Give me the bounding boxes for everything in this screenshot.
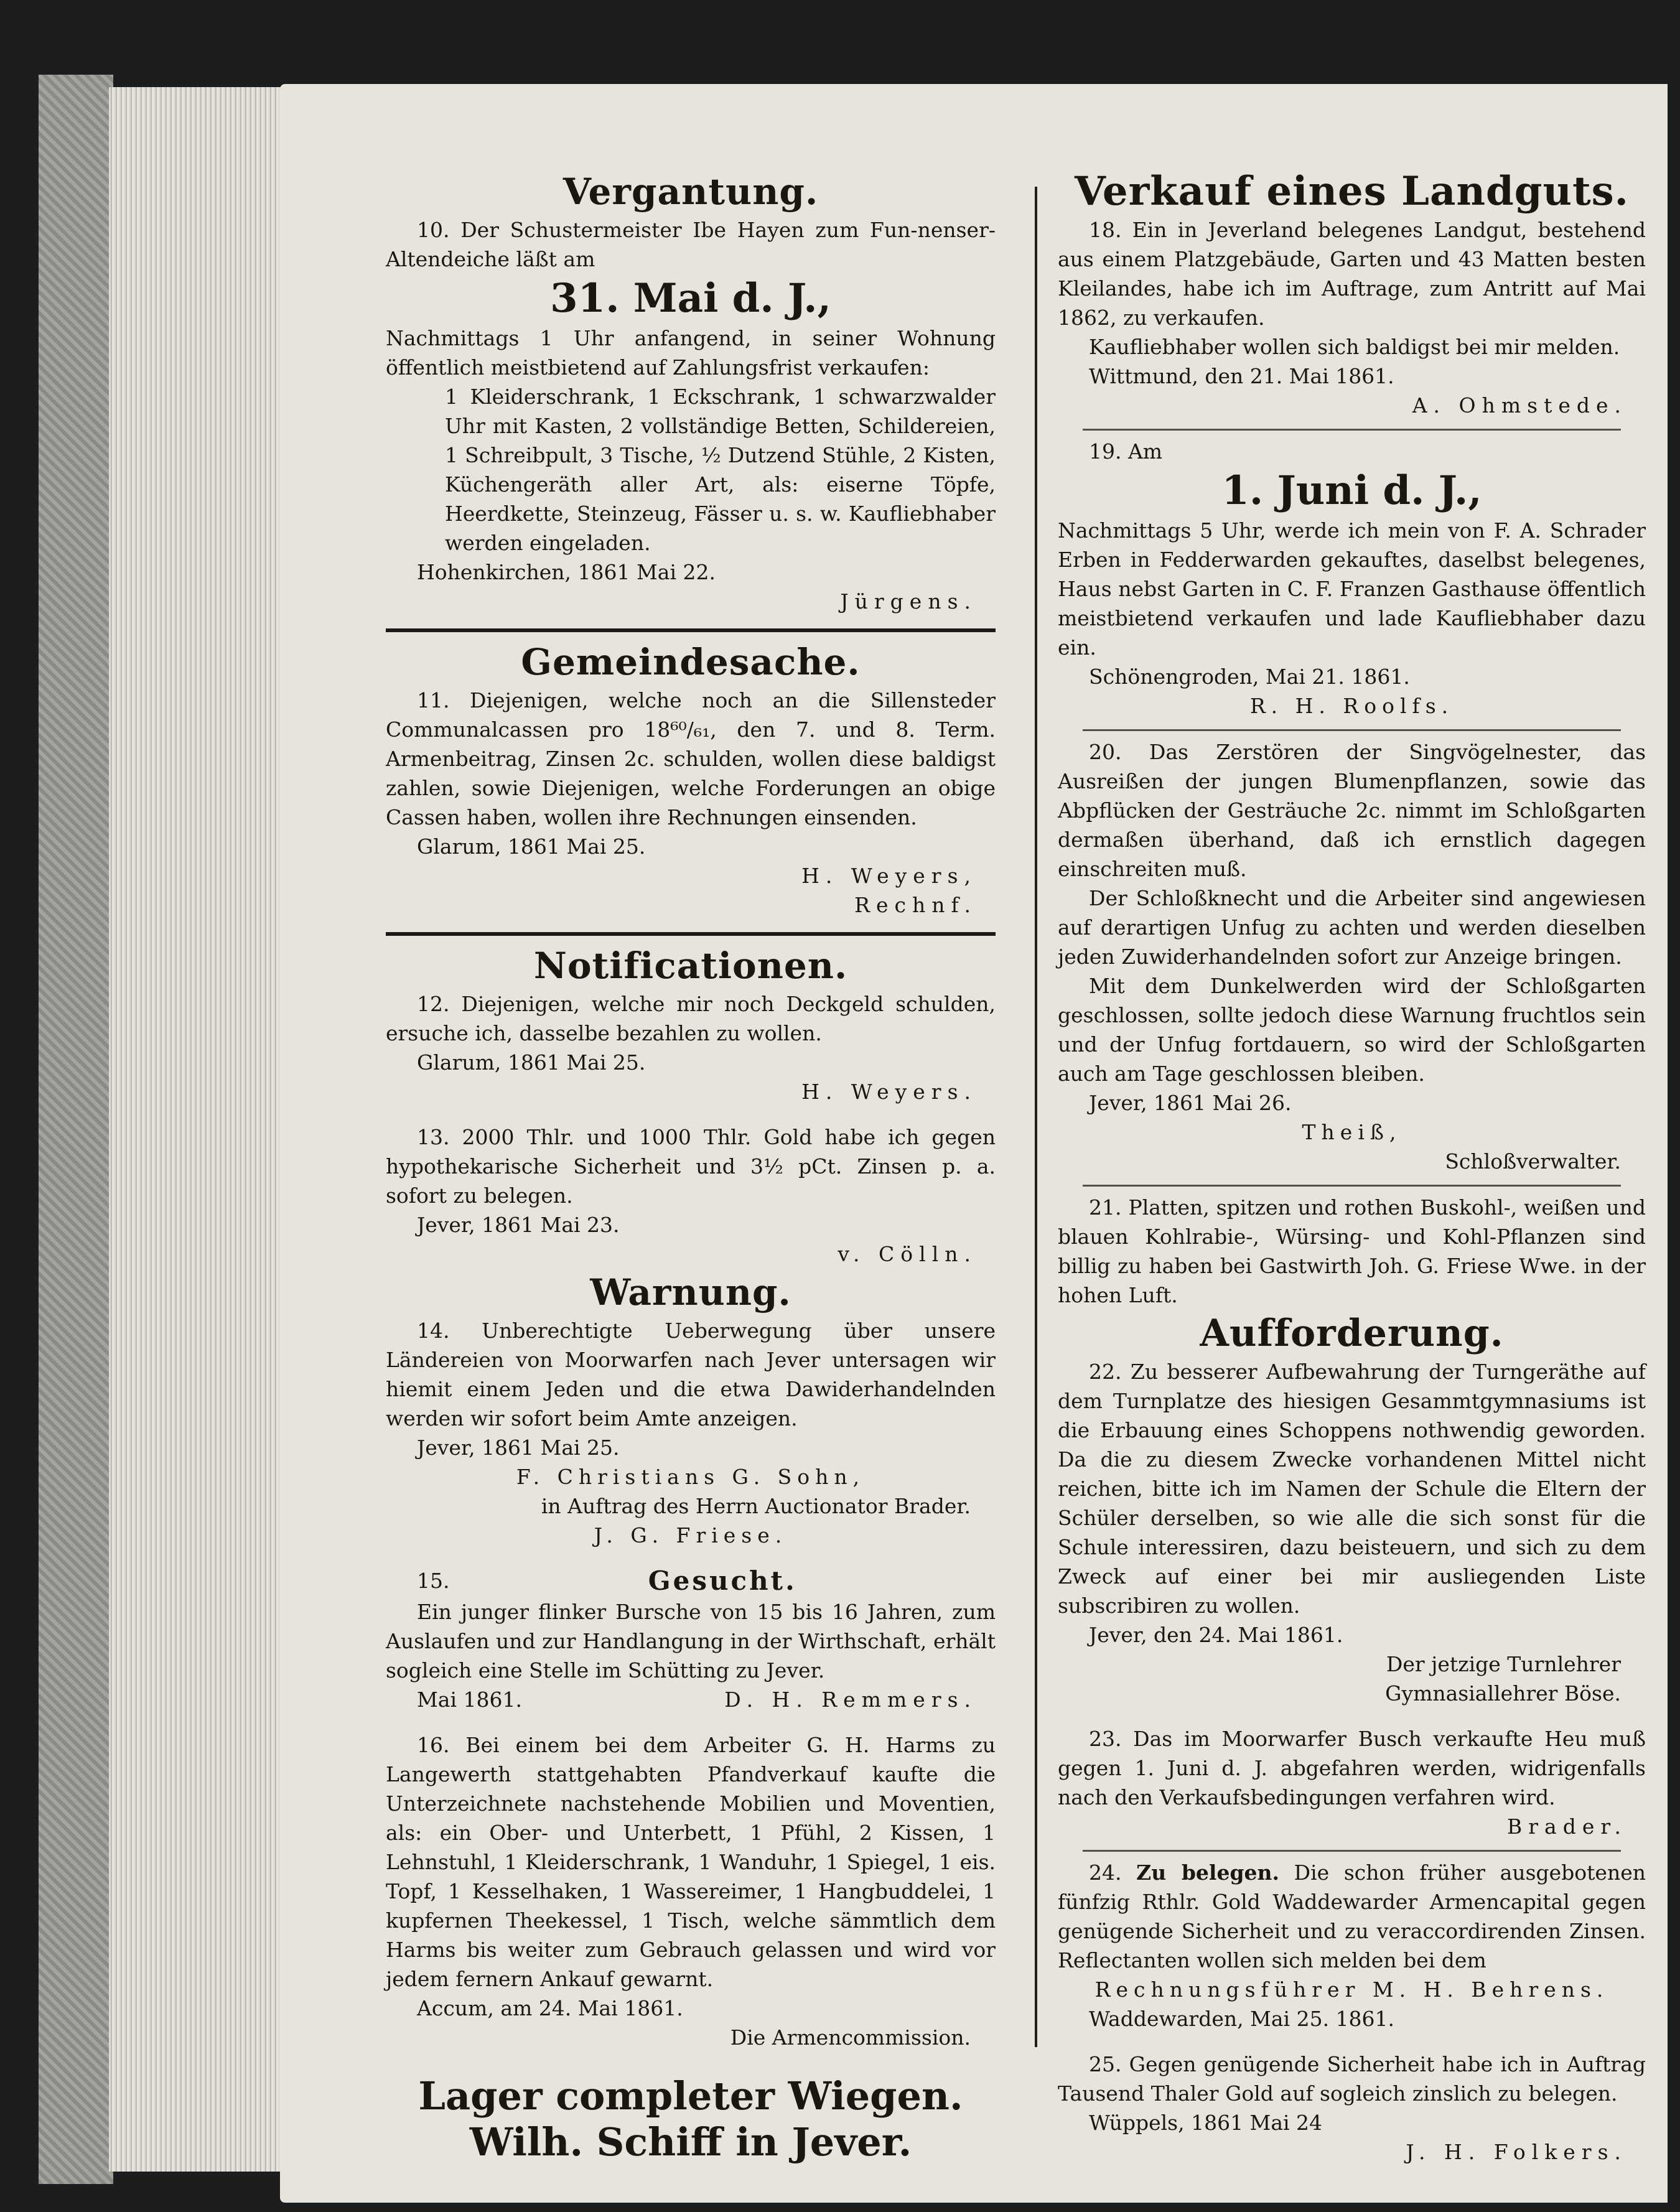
notice-16-text: 16. Bei einem bei dem Arbeiter G. H. Harms zu Langewerth stattgehabten Pfandverkauf kaufte die Unterzeichnete nachstehende Mobilien und Moventien, als: ein Ober- und Unterbett, 1 Pfühl, 2 Kissen, 1 Lehnstuhl, 1 Kleiderschrank, 1 Wanduhr, 1 Spiegel, 1 eis. Topf, 1 Kesselhaken, 1 Wassereimer, 1 Hangbuddelei, 1 kupfernen Theekessel, 1 Tisch, welche sämmtlich dem Harms bis weiter zum Gebrauch gelassen und wird vor jedem fernern Ankauf gewarnt. [386, 1733, 996, 1991]
notice-15-signature: D. H. Remmers. [724, 1687, 977, 1712]
notice-15-text: Ein junger flinker Bursche von 15 bis 16 Jahren, zum Auslaufen und zur Handlangung in der Wirthschaft, erhält sogleich eine Stelle im Schütting zu Jever. [386, 1600, 996, 1682]
notice-18-text: 18. Ein in Jeverland belegenes Landgut, bestehend aus einem Platzgebäude, Garten und 43 Matten besten Kleilandes, habe ich im Auftrage, zum Antritt auf Mai 1862, zu verkaufen. [1058, 218, 1646, 330]
advertisement [386, 2073, 996, 2165]
notice-20-text: 20. Das Zerstören der Singvögelnester, das Ausreißen der jungen Blumenpflanzen, sowie das Abpflücken der Gesträuche 2c. nimmt im Schloßgarten dermaßen überhand, daß ich ernstlich dagegen einschreiten muß. [1058, 740, 1646, 881]
notice-14-signature: F. Christians G. Sohn, [516, 1465, 866, 1489]
notice-13-signature: v. Cölln. [838, 1242, 977, 1266]
notice-19-signature: R. H. Roolfs. [1249, 694, 1454, 718]
advertisement-line-1: Lager completer Wiegen. [418, 2073, 963, 2119]
notice-14-signature-line3: J. G. Friese. [594, 1523, 788, 1547]
notice-18-text-2: Kaufliebhaber wollen sich baldigst bei mir melden. [1089, 335, 1620, 359]
notice-20-signature: Theiß, [1302, 1120, 1402, 1144]
notice-14-signature-line2: in Auftrag des Herrn Auctionator Brader. [541, 1494, 971, 1518]
notice-22-signature: Der jetzige Turnlehrer [1386, 1652, 1621, 1676]
notice-21-text: 21. Platten, spitzen und rothen Buskohl-, weißen und blauen Kohlrabie-, Würsing- und Kohl-Pflanzen sind billig zu haben bei Gastwirth Joh. G. Friese Wwe. in der hohen Luft. [1058, 1195, 1646, 1307]
notice-16-place: Accum, am 24. Mai 1861. [417, 1996, 683, 2020]
notice-24-number: 24. [1089, 1860, 1122, 1885]
book-cover-edge [39, 75, 113, 2184]
notice-19-text: Nachmittags 5 Uhr, werde ich mein von F. A. Schrader Erben in Fedderwarden gekauftes, daselbst belegenes, Haus nebst Garten in C. F. Franzen Gasthause öffentlich meistbietend verkaufen und lade Kaufliebhaber dazu ein. [1058, 518, 1646, 660]
advertisement-line-2: Wilh. Schiff in Jever. [469, 2119, 912, 2165]
heading-warnung: Warnung. [590, 1271, 791, 1314]
newspaper-page [280, 84, 1668, 2203]
notice-24-signature: Rechnungsführer M. H. Behrens. [1094, 1977, 1609, 2002]
heading-verkauf-landguts: Verkauf eines Landguts. [1075, 168, 1629, 215]
left-column [386, 168, 996, 2165]
notice-10-signature: Jürgens. [840, 589, 977, 614]
notice-10-items: 1 Kleiderschrank, 1 Eckschrank, 1 schwarzwalder Uhr mit Kasten, 2 vollständige Betten, Schildereien, 1 Schreibpult, 3 Tische, ½ Dutzend Stühle, 2 Kisten, Küchengeräth aller Art, als: eiserne Töpfe, Heerdkette, Steinzeug, Fässer u. s. w. Kaufliebhaber werden eingeladen. [445, 385, 996, 555]
notice-18-signature: A. Ohmstede. [1412, 393, 1627, 418]
notice-23-signature: Brader. [1507, 1814, 1627, 1839]
notice-20-text-2: Der Schloßknecht und die Arbeiter sind angewiesen auf derartigen Unfug zu achten und werden dieselben jeden Zuwiderhandelnden sofort zur Anzeige bringen. [1058, 886, 1646, 969]
notice-24-heading: Zu belegen. [1136, 1860, 1279, 1885]
heading-aufforderung: Aufforderung. [1200, 1312, 1504, 1355]
notice-10-date: 31. Mai d. J., [550, 275, 831, 322]
notice-20-text-3: Mit dem Dunkelwerden wird der Schloßgarten geschlossen, sollte jedoch diese Warnung fruchtlos sein und der Unfug fortdauern, so wird der Schloßgarten auch am Tage geschlossen bleiben. [1058, 974, 1646, 1086]
notice-15-header [386, 1566, 996, 1597]
heading-gemeindesache: Gemeindesache. [521, 641, 861, 683]
notice-11-text: 11. Diejenigen, welche noch an die Sillensteder Communalcassen pro 18⁶⁰/₆₁, den 7. und 8. Term. Armenbeitrag, Zinsen 2c. schulden, wollen diese baldigst zahlen, sowie Diejenigen, welche Forderungen an obige Cassen haben, wollen ihre Rechnungen einsenden. [386, 688, 996, 829]
page-edges [109, 87, 296, 2172]
notice-24-body: Die schon früher ausgebotenen fünfzig Rthlr. Gold Waddewarder Armencapital gegen genügende Sicherheit und zu veraccordirenden Zinsen. Reflectanten wollen sich melden bei dem [1058, 1860, 1646, 1972]
notice-24-text [1058, 1858, 1646, 1975]
notice-11-place: Glarum, 1861 Mai 25. [417, 834, 646, 859]
notice-rule [1083, 429, 1621, 431]
notice-20-place: Jever, 1861 Mai 26. [1089, 1091, 1292, 1115]
notice-14-text: 14. Unberechtigte Ueberwegung über unsere Ländereien von Moorwarfen nach Jever untersagen wir hiemit einem Jeden und die etwa Dawiderhandelnden werden wir sofort beim Amte anzeigen. [386, 1318, 996, 1430]
notice-rule [1083, 729, 1621, 731]
heading-notificationen: Notificationen. [533, 945, 848, 987]
notice-16-signature: Die Armencommission. [730, 2025, 971, 2050]
section-rule [386, 932, 996, 936]
notice-25-place: Wüppels, 1861 Mai 24 [1089, 2111, 1323, 2135]
notice-11-signature: H. Weyers, [801, 864, 977, 888]
section-rule [386, 628, 996, 632]
notice-19-date: 1. Juni d. J., [1221, 467, 1482, 514]
notice-14-place: Jever, 1861 Mai 25. [417, 1435, 620, 1460]
notice-12-place: Glarum, 1861 Mai 25. [417, 1050, 646, 1075]
notice-22-signature-title: Gymnasiallehrer Böse. [1385, 1681, 1621, 1706]
notice-15-number: 15. [417, 1569, 450, 1593]
notice-10-intro: 10. Der Schustermeister Ibe Hayen zum Fun-nenser-Altendeiche läßt am [386, 218, 996, 271]
notice-10-place: Hohenkirchen, 1861 Mai 22. [417, 560, 716, 584]
notice-13-place: Jever, 1861 Mai 23. [417, 1213, 620, 1237]
notice-23-text: 23. Das im Moorwarfer Busch verkaufte Heu muß gegen 1. Juni d. J. abgefahren werden, widrigenfalls nach den Verkaufsbedingungen verfahren wird. [1058, 1727, 1646, 1809]
notice-22-text: 22. Zu besserer Aufbewahrung der Turngeräthe auf dem Turnplatze des hiesigen Gesammtgymnasiums ist die Erbauung eines Schoppens nothwendig geworden. Da die zu diesem Zwecke vorhandenen Mittel nicht reichen, bitte ich im Namen der Schule die Eltern der Schüler derselben, so wie alle die sich sonst für die Schule interessiren, dazu beisteuern, und sich zu dem Zweck auf einer bei mir ausliegenden Liste subscribiren zu wollen. [1058, 1360, 1646, 1618]
notice-12-signature: H. Weyers. [801, 1080, 977, 1104]
heading-gesucht: Gesucht. [648, 1566, 797, 1596]
notice-15-date: Mai 1861. [417, 1687, 522, 1712]
notice-19-intro: 19. Am [1089, 439, 1163, 464]
notice-24-place: Waddewarden, Mai 25. 1861. [1089, 2007, 1395, 2031]
notice-10-text: Nachmittags 1 Uhr anfangend, in seiner Wohnung öffentlich meistbietend auf Zahlungsfrist verkaufen: [386, 326, 996, 380]
notice-rule [1083, 1850, 1621, 1852]
notice-13-text: 13. 2000 Thlr. und 1000 Thlr. Gold habe ich gegen hypothekarische Sicherheit und 3½ pCt. Zinsen p. a. sofort zu belegen. [386, 1125, 996, 1208]
notice-15-date-line [386, 1685, 996, 1714]
notice-12-text: 12. Diejenigen, welche mir noch Deckgeld schulden, ersuche ich, dasselbe bezahlen zu wollen. [386, 992, 996, 1045]
notice-25-text: 25. Gegen genügende Sicherheit habe ich in Auftrag Tausend Thaler Gold auf sogleich zinslich zu belegen. [1058, 2052, 1646, 2106]
notice-19-place: Schönengroden, Mai 21. 1861. [1089, 665, 1410, 689]
notice-11-signature-title: Rechnf. [854, 893, 977, 917]
notice-rule [1083, 1185, 1621, 1187]
notice-22-place: Jever, den 24. Mai 1861. [1089, 1623, 1343, 1647]
notice-18-place: Wittmund, den 21. Mai 1861. [1089, 364, 1394, 388]
notice-20-signature-title: Schloßverwalter. [1445, 1149, 1621, 1174]
right-column [1058, 168, 1646, 2167]
column-divider [1035, 187, 1037, 2047]
notice-25-signature: J. H. Folkers. [1406, 2140, 1627, 2164]
heading-vergantung: Vergantung. [562, 170, 819, 213]
